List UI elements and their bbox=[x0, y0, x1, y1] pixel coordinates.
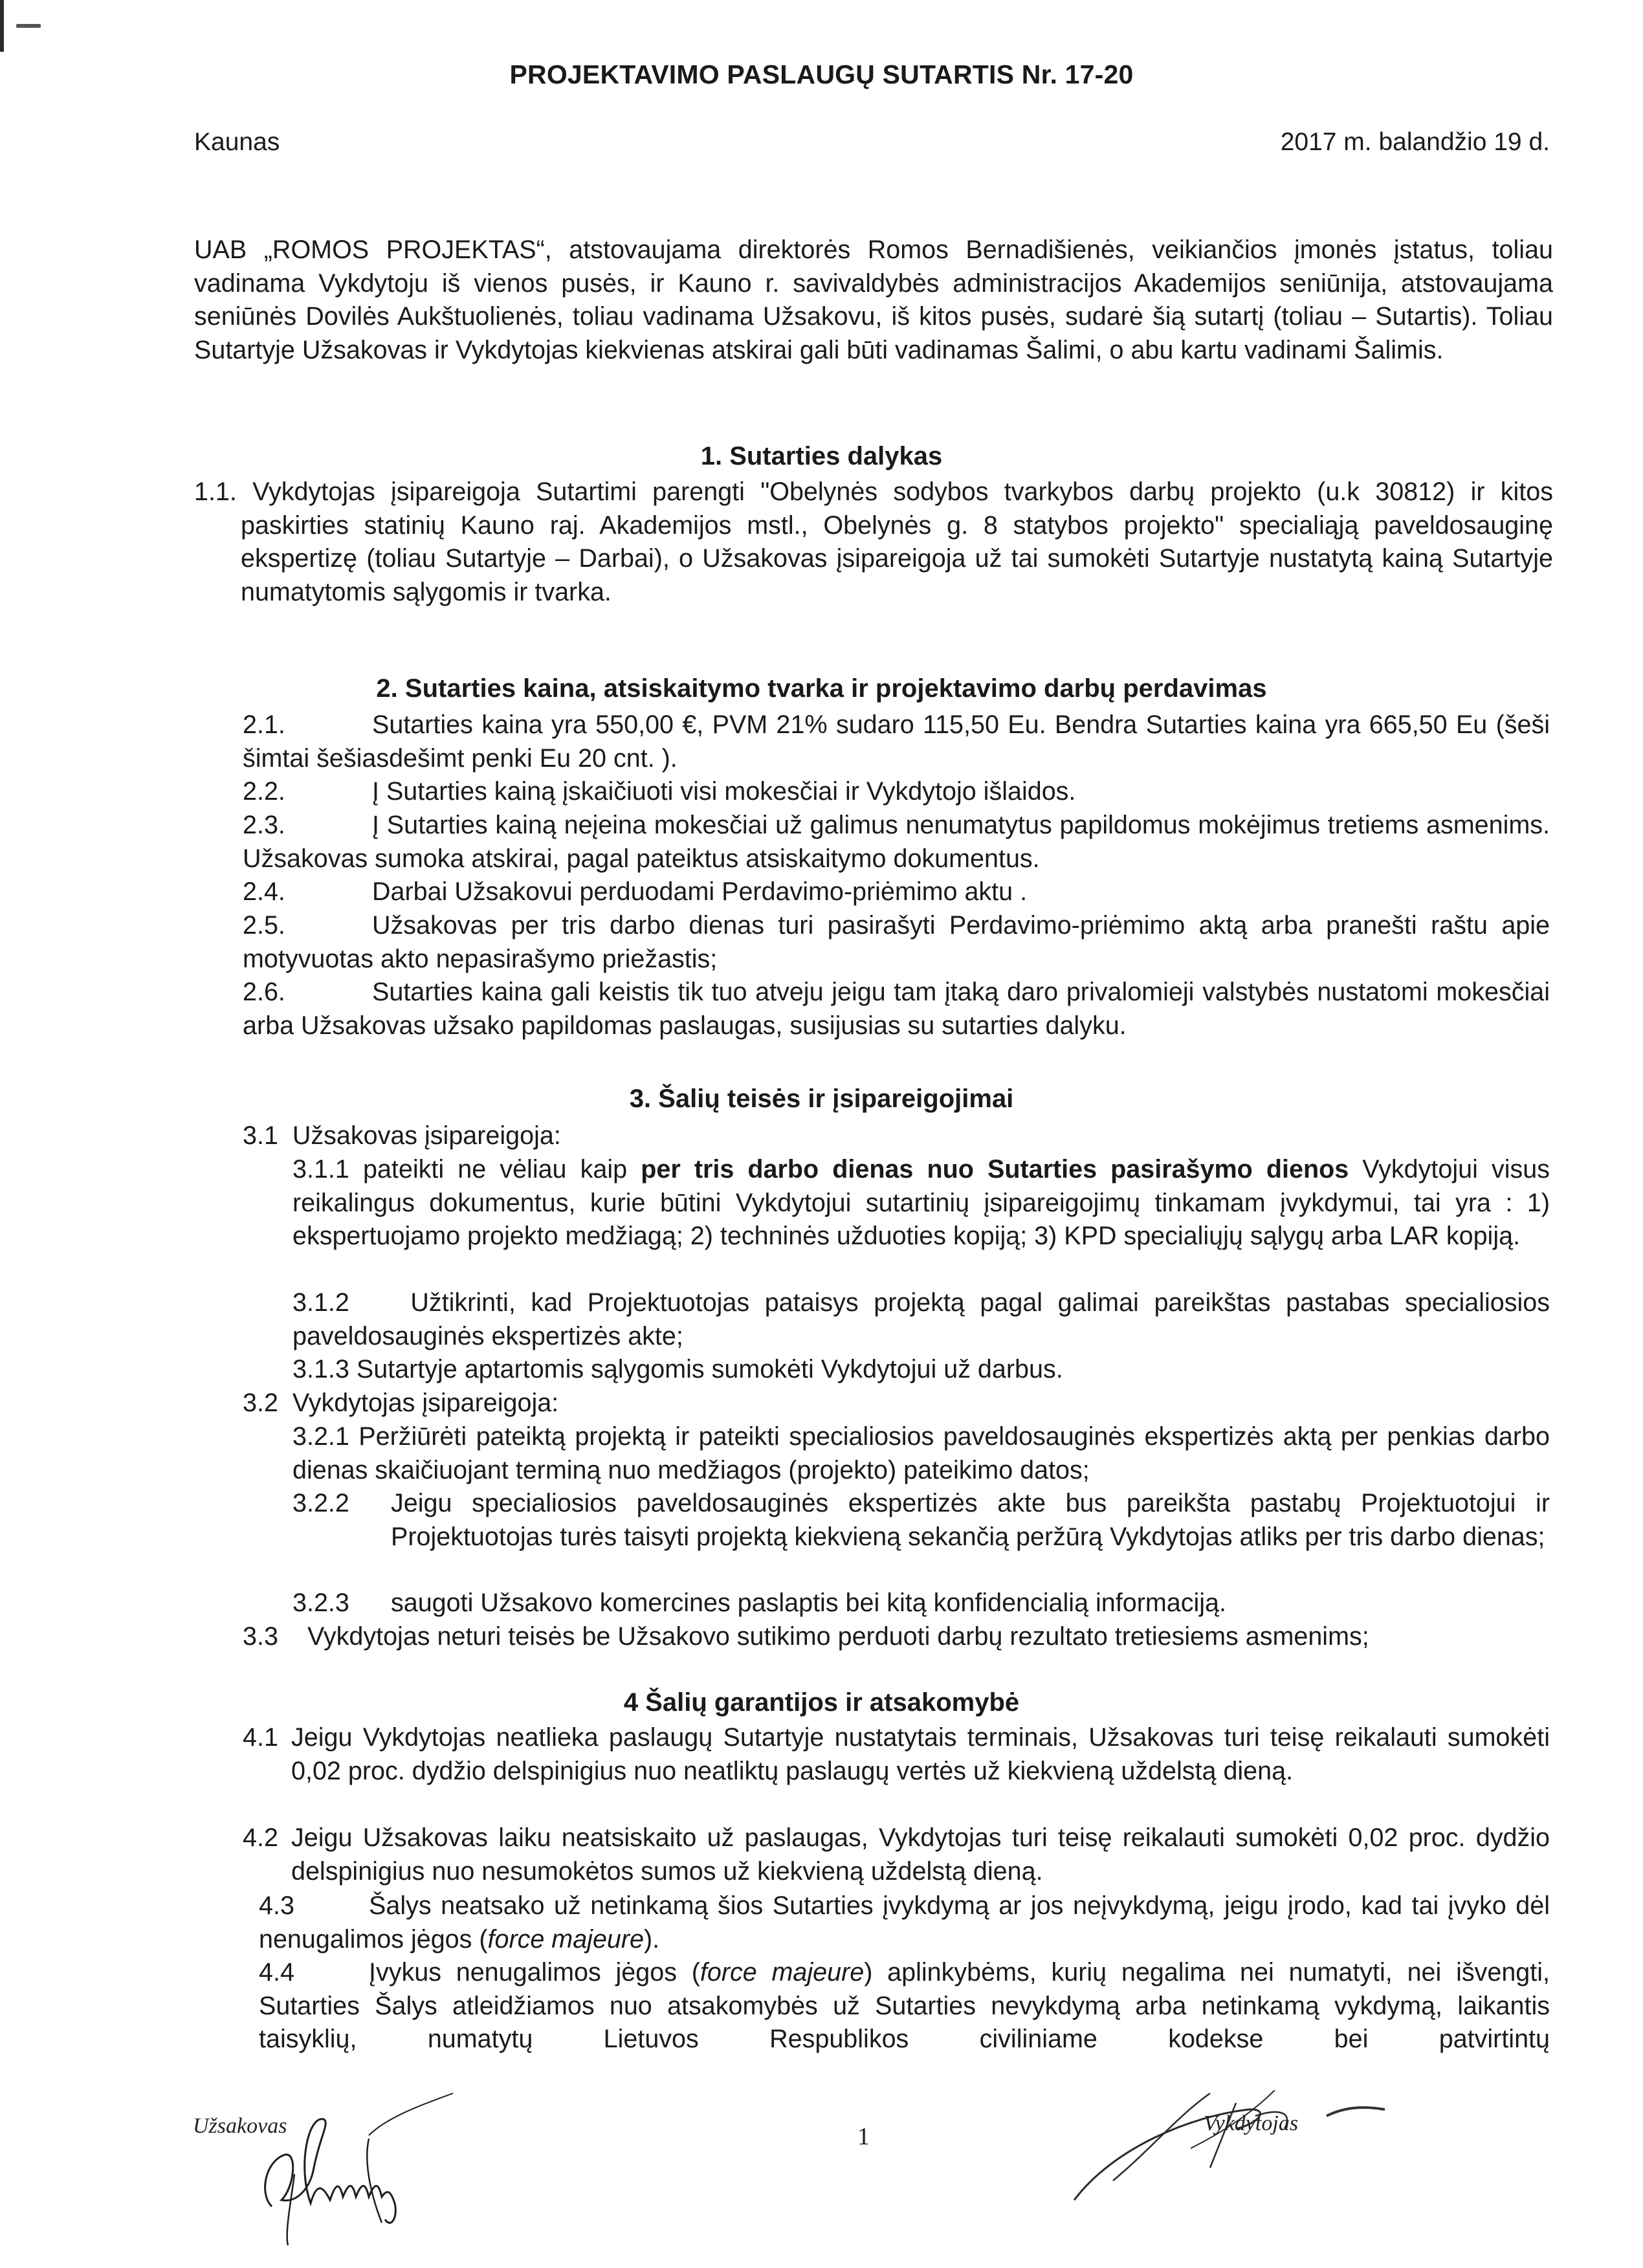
clause-number: 3.2.3 bbox=[292, 1589, 349, 1617]
clause-text-italic: force majeure bbox=[700, 1958, 865, 1987]
clause-3-2-3 bbox=[292, 1587, 1550, 1620]
clause-number: 3.1.3 bbox=[292, 1355, 349, 1383]
clause-text: Peržiūrėti pateiktą projektą ir pateikti specialiosios paveldosauginės ekspertizės aktą per penkias darbo dienas skaičiuojant terminą nuo medžiagos (projekto) pateikimo datos; bbox=[292, 1422, 1550, 1484]
clause-2-5 bbox=[243, 909, 1550, 976]
clause-number: 2.5. bbox=[243, 911, 285, 940]
clause-4-3 bbox=[259, 1889, 1550, 1956]
clause-number: 3.1 bbox=[243, 1121, 278, 1150]
section-1-heading: 1. Sutarties dalykas bbox=[700, 442, 943, 470]
intro-paragraph: UAB „ROMOS PROJEKTAS“, atstovaujama direktorės Romos Bernadišienės, veikiančios įmonės įstatus, toliau vadinama Vykdytoju iš vienos pusės, ir Kauno r. savivaldybės administracijos Akademijos seniūnija, atstovaujama seniūnės Dovilės Aukštuolienės, toliau vadinama Užsakovu, iš kitos pusės, sudarė šią sutartį (toliau – Sutartis). Toliau Sutartyje Užsakovas ir Vykdytojas kiekvienas atskirai gali būti vadinamas Šalimi, o abu kartu vadinami Šalimis. bbox=[194, 236, 1553, 364]
clause-3-2-1 bbox=[292, 1420, 1550, 1487]
clause-text: Vykdytojas įsipareigoja: bbox=[292, 1389, 559, 1417]
section-2-heading: 2. Sutarties kaina, atsiskaitymo tvarka ir projektavimo darbų perdavimas bbox=[376, 674, 1267, 703]
clause-text: Į Sutarties kainą įskaičiuoti visi mokesčiai ir Vykdytojo išlaidos. bbox=[372, 777, 1076, 806]
clause-number: 2.4. bbox=[243, 877, 285, 906]
clause-text: Į Sutarties kainą neįeina mokesčiai už galimus nenumatytus papildomus mokėjimus tretiems asmenims. Užsakovas sumoka atskirai, pagal pateiktus atsiskaitymo dokumentus. bbox=[243, 811, 1550, 873]
clause-text-lead: Įvykus nenugalimos jėgos ( bbox=[369, 1958, 700, 1987]
clause-3-1-2 bbox=[292, 1286, 1550, 1353]
clause-3-2-2 bbox=[292, 1487, 1550, 1554]
contractor-signature-icon bbox=[1061, 2090, 1592, 2219]
clause-4-4 bbox=[259, 1956, 1550, 2056]
clause-2-6 bbox=[243, 976, 1550, 1042]
clause-number: 3.3 bbox=[243, 1622, 278, 1651]
clause-text: Jeigu specialiosios paveldosauginės ekspertizės akte bus pareikšta pastabų Projektuotojui ir Projektuotojas turės taisyti projektą kiekvieną sekančią peržūrą Vykdytojas atliks per tris darbo dienas; bbox=[391, 1489, 1550, 1551]
clause-text: Užsakovas įsipareigoja: bbox=[292, 1121, 561, 1150]
clause-text-rest: ). bbox=[644, 1924, 660, 1954]
clause-number: 3.2.2 bbox=[292, 1489, 349, 1517]
clause-number: 4.1 bbox=[243, 1723, 278, 1752]
clause-number: 2.2. bbox=[243, 777, 285, 806]
clause-text: Darbai Užsakovui perduodami Perdavimo-priėmimo aktu . bbox=[372, 877, 1028, 906]
clause-text-rest: Vykdytojui visus reikalingus dokumentus, kurie būtini Vykdytojui sutartinių įsipareigojimų tinkamam įvykdymui, tai yra : 1) ekspertuojamo projekto medžiagą; 2) techninės užduoties kopiją; 3) KPD specialiųjų sąlygų arba LAR kopiją. bbox=[292, 1155, 1550, 1250]
clause-number: 3.1.2 bbox=[292, 1288, 349, 1317]
clause-number: 4.4 bbox=[259, 1958, 294, 1987]
clause-text: Jeigu Užsakovas laiku neatsiskaito už paslaugas, Vykdytojas turi teisę reikalauti sumokėti 0,02 proc. dydžio delspinigius nuo nesumokėtos sumos už kiekvieną uždelstą dieną. bbox=[291, 1823, 1550, 1886]
clause-text: Sutartyje aptartomis sąlygomis sumokėti Vykdytojui už darbus. bbox=[356, 1355, 1063, 1383]
clause-number: 1.1. bbox=[194, 478, 237, 506]
section-4-heading: 4 Šalių garantijos ir atsakomybė bbox=[623, 1688, 1020, 1717]
scan-edge-mark bbox=[0, 0, 4, 52]
clause-text-lead: pateikti ne vėliau kaip bbox=[362, 1155, 641, 1184]
clause-number: 3.2.1 bbox=[292, 1422, 349, 1451]
clause-number: 3.1.1 bbox=[292, 1155, 349, 1184]
document-place: Kaunas bbox=[194, 128, 280, 156]
clause-text: Vykdytojas neturi teisės be Užsakovo sutikimo perduoti darbų rezultato tretiesiems asmenims; bbox=[307, 1622, 1369, 1651]
customer-signature-icon bbox=[233, 2090, 595, 2258]
document-title: PROJEKTAVIMO PASLAUGŲ SUTARTIS Nr. 17-20 bbox=[509, 60, 1134, 89]
clause-text-italic: force majeure bbox=[487, 1924, 645, 1954]
clause-text: saugoti Užsakovo komercines paslaptis bei kitą konfidencialią informaciją. bbox=[391, 1589, 1226, 1617]
page-number: 1 bbox=[857, 2123, 870, 2150]
contractor-signature-label: Vykdytojas bbox=[1204, 2111, 1299, 2135]
clause-3-3 bbox=[243, 1620, 1550, 1654]
clause-text: Užtikrinti, kad Projektuotojas pataisys projektą pagal galimai pareikštas pastabas specialiosios paveldosauginės ekspertizės akte; bbox=[292, 1288, 1550, 1350]
clause-number: 2.1. bbox=[243, 710, 285, 739]
clause-text: Jeigu Vykdytojas neatlieka paslaugų Sutartyje nustatytais terminais, Užsakovas turi teisę reikalauti sumokėti 0,02 proc. dydžio delspinigius nuo neatliktų paslaugų vertės už kiekvieną uždelstą dieną. bbox=[291, 1723, 1550, 1785]
clause-4-1 bbox=[243, 1721, 1550, 1788]
clause-text: Užsakovas per tris darbo dienas turi pasirašyti Perdavimo-priėmimo aktą arba pranešti raštu apie motyvuotas akto nepasirašymo priežastis; bbox=[243, 911, 1550, 973]
clause-number: 4.3 bbox=[259, 1891, 294, 1920]
clause-text-rest: ) aplinkybėms, kurių negalima nei numatyti, nei išvengti, Sutarties Šalys atleidžiamos nuo atsakomybės už Sutarties nevykdymą arba netinkamą vykdymą, laikantis taisyklių, numatytų Lietuvos Respublikos civiliniame kodekse bei patvirtintų bbox=[259, 1958, 1550, 2053]
clause-2-2 bbox=[243, 775, 1550, 809]
staple-mark bbox=[16, 24, 41, 28]
clause-number: 2.3. bbox=[243, 811, 285, 839]
clause-1-1 bbox=[194, 476, 1553, 609]
clause-3-1-1 bbox=[292, 1153, 1550, 1253]
clause-3-1 bbox=[243, 1119, 1550, 1153]
clause-text: Sutarties kaina yra 550,00 €, PVM 21% sudaro 115,50 Eu. Bendra Sutarties kaina yra 665,50 Eu (šeši šimtai šešiasdešimt penki Eu 20 cnt. ). bbox=[243, 710, 1550, 773]
clause-2-3 bbox=[243, 809, 1550, 875]
clause-text-lead: Šalys neatsako už netinkamą šios Sutarties įvykdymą ar jos neįvykdymą, jeigu įrodo, kad tai įvyko dėl nenugalimos jėgos ( bbox=[259, 1891, 1550, 1954]
clause-3-1-3 bbox=[292, 1353, 1550, 1387]
clause-2-4 bbox=[243, 875, 1550, 909]
customer-signature-label: Užsakovas bbox=[193, 2114, 287, 2138]
clause-3-2 bbox=[243, 1387, 1550, 1420]
section-3-heading: 3. Šalių teisės ir įsipareigojimai bbox=[629, 1084, 1014, 1113]
clause-number: 2.6. bbox=[243, 978, 285, 1006]
clause-4-2 bbox=[243, 1822, 1550, 1888]
clause-text: Vykdytojas įsipareigoja Sutartimi parengti "Obelynės sodybos tvarkybos darbų projekto (u.k 30812) ir kitos paskirties statinių Kauno raj. Akademijos mstl., Obelynės g. 8 statybos projekto" specialiąją paveldosauginę ekspertizę (toliau Sutartyje – Darbai), o Užsakovas įsipareigoja už tai sumokėti Sutartyje nustatytą kainą Sutartyje numatytomis sąlygomis ir tvarka. bbox=[241, 478, 1553, 606]
clause-text: Sutarties kaina gali keistis tik tuo atveju jeigu tam įtaką daro privalomieji valstybės nustatomi mokesčiai arba Užsakovas užsako papildomas paslaugas, susijusias su sutarties dalyku. bbox=[243, 978, 1550, 1040]
clause-number: 4.2 bbox=[243, 1823, 278, 1852]
clause-number: 3.2 bbox=[243, 1389, 278, 1417]
clause-2-1 bbox=[243, 709, 1550, 775]
clause-text-bold: per tris darbo dienas nuo Sutarties pasirašymo dienos bbox=[641, 1155, 1349, 1184]
document-date: 2017 m. balandžio 19 d. bbox=[1280, 128, 1550, 156]
